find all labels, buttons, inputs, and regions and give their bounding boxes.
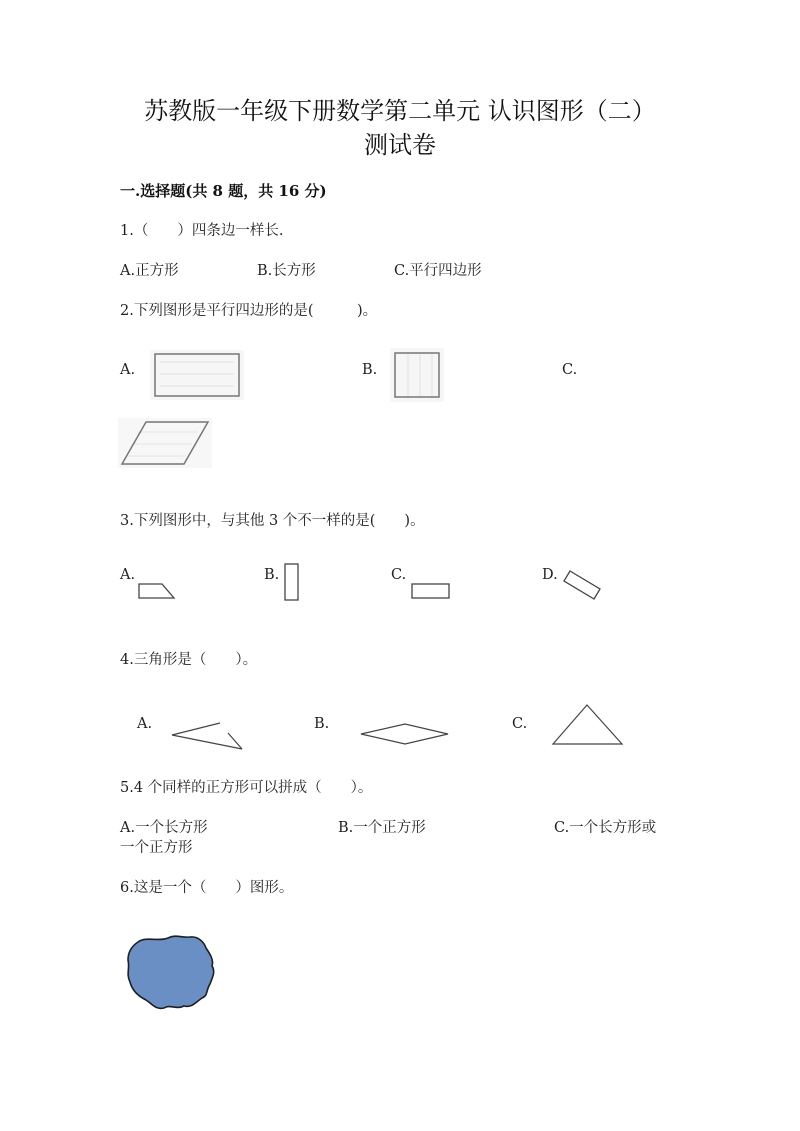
q5-option-a[interactable]: A.一个长方形: [120, 820, 208, 836]
q4-open-angle-figure: [168, 720, 248, 754]
question-4: 4.三角形是（ ）。: [120, 652, 258, 668]
q3-option-d[interactable]: D.: [542, 567, 558, 583]
q3-rotated-rectangle-figure: [560, 568, 604, 604]
q1-option-a[interactable]: A.正方形: [120, 263, 179, 279]
question-5: 5.4 个同样的正方形可以拼成（ ）。: [120, 780, 373, 796]
question-2: 2.下列图形是平行四边形的是( )。: [120, 303, 378, 319]
q4-option-b[interactable]: B.: [314, 716, 330, 732]
q1-option-c[interactable]: C.平行四边形: [394, 263, 482, 279]
page-subtitle: 测试卷: [364, 131, 436, 159]
q3-tall-rectangle-figure: [283, 562, 301, 602]
section-heading: 一.选择题(共 8 题，共 16 分): [120, 182, 327, 200]
q4-rhombus-figure: [358, 722, 452, 748]
q2-rectangle-figure: [150, 350, 244, 400]
q3-option-c[interactable]: C.: [391, 567, 407, 583]
q6-irregular-shape-figure: [124, 932, 218, 1012]
q3-trapezoid-figure: [136, 582, 178, 602]
q3-option-a[interactable]: A.: [120, 567, 136, 583]
q2-square-figure: [390, 348, 444, 402]
q4-option-c[interactable]: C.: [512, 716, 528, 732]
q2-parallelogram-figure: [118, 418, 212, 468]
q2-option-c[interactable]: C.: [562, 362, 578, 378]
q3-wide-rectangle-figure: [410, 582, 452, 602]
q4-triangle-figure: [550, 702, 626, 748]
question-6: 6.这是一个（ ）图形。: [120, 880, 294, 896]
q1-option-b[interactable]: B.长方形: [257, 263, 316, 279]
q2-option-b[interactable]: B.: [362, 362, 378, 378]
page-title: 苏教版一年级下册数学第二单元 认识图形（二）: [144, 97, 656, 125]
q3-option-b[interactable]: B.: [264, 567, 280, 583]
q2-option-a[interactable]: A.: [120, 362, 136, 378]
q5-option-b[interactable]: B.一个正方形: [338, 820, 426, 836]
q5-option-c[interactable]: C.一个长方形或: [554, 820, 657, 836]
question-1: 1.（ ）四条边一样长.: [120, 223, 284, 239]
question-3: 3.下列图形中，与其他 3 个不一样的是( )。: [120, 513, 425, 529]
q4-option-a[interactable]: A.: [137, 716, 153, 732]
q5-option-c-continued: 一个正方形: [120, 840, 193, 856]
